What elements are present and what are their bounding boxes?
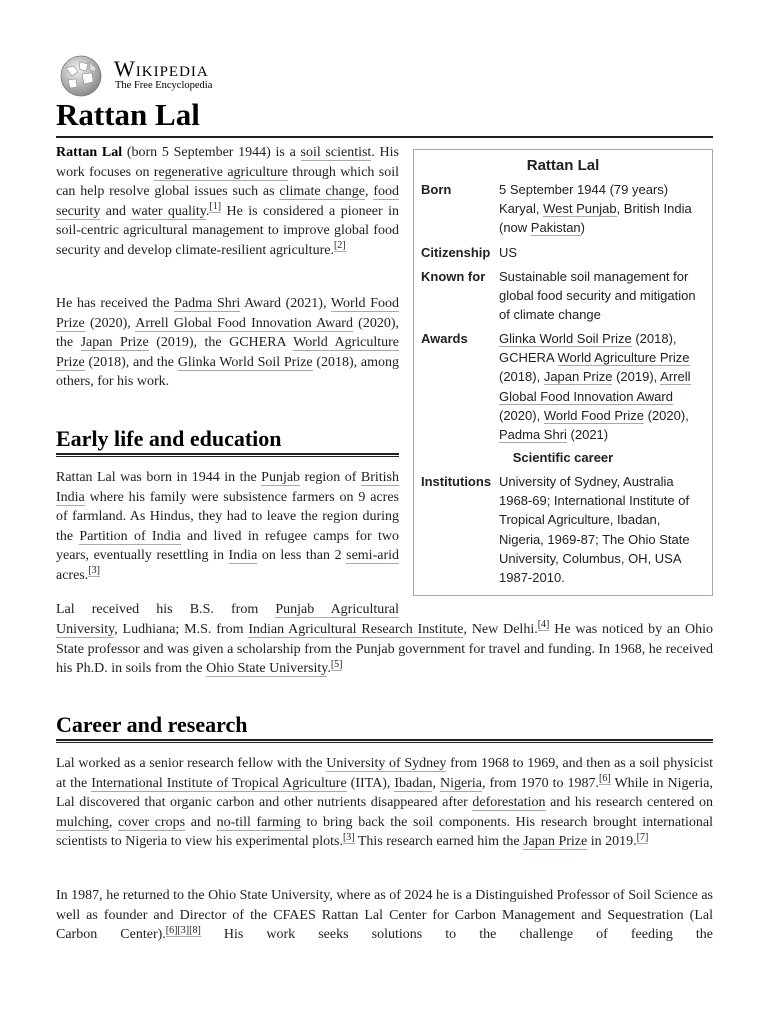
link-pakistan[interactable]: Pakistan xyxy=(530,220,581,236)
reference-link[interactable]: [2] xyxy=(333,240,346,252)
intro-paragraph-1: Rattan Lal (born 5 September 1944) is a soil scientist. His work focuses on regenerative agriculture through which soil can help resolve global issues such as climate change, food security and water quality.[1] He is considered a pioneer in soil-centric agricultural management to improve global food security and develop climate-resilient agriculture.[2] xyxy=(56,145,400,258)
infobox xyxy=(413,149,713,596)
infobox-label-born: Born xyxy=(421,182,452,197)
career-paragraph-1: Lal worked as a senior research fellow with the University of Sydney from 1968 to 1969, and then as a soil physicist at the International Institute of Tropical Agriculture (IITA), Ibadan, Nigeria, from 1970 to 1987.[6] While in Nigeria, Lal discovered that organic carbon and other nutrients disappeared after deforestation and his research centered on mulching, cover crops and no-till farming to bring back the soil components. His research brought international scientists to Nigeria to view his experimental plots.[3] This research earned him the Japan Prize in 2019.[7] xyxy=(56,756,714,850)
reference-link[interactable]: [7] xyxy=(636,831,649,843)
title-divider xyxy=(56,136,713,138)
early-life-paragraph-2-cont: University, Ludhiana; M.S. from Indian Agricultural Research Institute, New Delhi.[4] He was noticed by an Ohio State professor and was given a scholarship from the Punjab government for travel and funding. In 1968, he received his Ph.D. in soils from the Ohio State University.[5] xyxy=(56,619,713,677)
infobox-value-citizenship: US xyxy=(499,245,518,260)
reference-link[interactable]: [3] xyxy=(342,831,355,843)
link-deforestation[interactable]: deforestation xyxy=(472,795,546,811)
reference-link[interactable]: [3] xyxy=(177,924,190,936)
link-ibadan[interactable]: Ibadan xyxy=(394,775,433,791)
reference-link[interactable]: [5] xyxy=(330,658,343,670)
link-punjab-agricultural-university-cont[interactable]: University xyxy=(56,622,115,637)
link-world-agriculture-prize[interactable]: World Agriculture Prize xyxy=(557,350,690,366)
link-university-of-sydney[interactable]: University of Sydney xyxy=(326,756,447,771)
link-cover-crops[interactable]: cover crops xyxy=(118,814,186,830)
early-life-paragraph-2: Lal received his B.S. from Punjab Agricultural xyxy=(56,602,399,617)
link-japan-prize[interactable]: Japan Prize xyxy=(523,834,588,850)
reference-link[interactable]: [6] xyxy=(165,924,178,936)
reference-link[interactable]: [3] xyxy=(88,565,100,577)
link-japan-prize[interactable]: Japan Prize xyxy=(80,335,149,351)
wikipedia-logo[interactable] xyxy=(56,54,276,98)
infobox-value-institutions: University of Sydney, Australia 1968-69; International Institute of Tropical Agriculture, Ibadan, Nigeria, 1969-87; The Ohio State University, Columbus, OH, USA 1987-2010. xyxy=(499,474,690,586)
reference-link[interactable]: [6] xyxy=(599,772,611,784)
link-partition-of-india[interactable]: Partition of India xyxy=(79,528,181,544)
link-world-agriculture-prize[interactable]: World Agriculture Prize xyxy=(56,335,399,370)
link-food-security[interactable]: food security xyxy=(56,184,400,219)
link-semi-arid[interactable]: semi-arid xyxy=(346,548,399,564)
infobox-label-awards: Awards xyxy=(421,331,468,346)
link-padma-shri[interactable]: Padma Shri xyxy=(499,427,567,443)
wikipedia-globe-icon xyxy=(56,54,106,98)
link-india[interactable]: India xyxy=(228,548,258,564)
page-title: Rattan Lal xyxy=(56,97,200,132)
link-mulching[interactable]: mulching xyxy=(56,814,109,830)
link-nigeria[interactable]: Nigeria xyxy=(439,775,482,791)
link-regenerative-agriculture[interactable]: regenerative agriculture xyxy=(153,164,288,180)
infobox-value-born: 5 September 1944 (79 years) Karyal, West Punjab, British India (now Pakistan) xyxy=(499,182,692,236)
wikipedia-tagline: The Free Encyclopedia xyxy=(115,80,213,91)
section-heading-early-life: Early life and education xyxy=(56,426,282,451)
infobox-subheading-scientific-career: Scientific career xyxy=(512,450,614,465)
infobox-value-known-for: Sustainable soil management for global food security and mitigation of climate change xyxy=(499,269,696,323)
section-divider xyxy=(56,739,713,743)
link-water-quality[interactable]: water quality xyxy=(131,203,206,219)
intro-paragraph-2: He has received the Padma Shri Award (2021), World Food Prize (2020), Arrell Global Food Innovation Award (2020), the Japan Prize (2019), the GCHERA World Agriculture Prize (2018), and the Glinka World Soil Prize (2018), among others, for his work. xyxy=(56,296,399,390)
wikipedia-wordmark: Wikipedia xyxy=(114,56,209,81)
link-glinka-prize[interactable]: Glinka World Soil Prize xyxy=(177,354,313,370)
link-world-food-prize[interactable]: World Food Prize xyxy=(543,407,644,423)
link-climate-change[interactable]: climate change xyxy=(279,184,366,200)
infobox-label-citizenship: Citizenship xyxy=(421,245,491,260)
link-arrell-award[interactable]: Arrell Global Food Innovation Award xyxy=(499,369,691,404)
link-world-food-prize[interactable]: World Food Prize xyxy=(56,296,399,331)
infobox-label-institutions: Institutions xyxy=(421,474,492,489)
link-ohio-state-university[interactable]: Ohio State University xyxy=(206,661,328,677)
career-paragraph-2: In 1987, he returned to the Ohio State University, where as of 2024 he is a Distinguished Professor of Soil Science as well as founder and Director of the CFAES Rattan Lal Center for Carbon Management and Sequestration (Lal Carbon Center).[6][3][8] His work seeks solutions to the challenge of feeding the xyxy=(56,888,714,943)
reference-link[interactable]: [4] xyxy=(537,619,550,631)
link-british-india[interactable]: British India xyxy=(56,470,399,505)
link-padma-shri[interactable]: Padma Shri xyxy=(174,296,241,311)
section-heading-career: Career and research xyxy=(56,712,248,737)
section-divider xyxy=(56,453,399,457)
link-glinka-prize[interactable]: Glinka World Soil Prize xyxy=(499,331,632,346)
link-arrell-award[interactable]: Arrell Global Food Innovation Award xyxy=(135,315,353,331)
link-punjab[interactable]: Punjab xyxy=(261,470,301,485)
link-japan-prize[interactable]: Japan Prize xyxy=(543,369,613,385)
infobox-label-known-for: Known for xyxy=(421,269,486,284)
link-no-till-farming[interactable]: no-till farming xyxy=(216,814,301,830)
link-soil-scientist[interactable]: soil scientist xyxy=(300,145,372,160)
infobox-value-awards: Glinka World Soil Prize (2018), GCHERA World Agriculture Prize (2018), Japan Prize (2019), Arrell Global Food Innovation Award (2020), World Food Prize (2020), Padma Shri (2021) xyxy=(499,331,691,443)
reference-link[interactable]: [8] xyxy=(189,924,201,936)
reference-link[interactable]: [1] xyxy=(209,201,222,213)
link-iari[interactable]: Indian Agricultural Research Institute xyxy=(248,622,464,637)
early-life-paragraph-1: Rattan Lal was born in 1944 in the Punjab region of British India where his family were subsistence farmers on 9 acres of farmland. As Hindus, they had to leave the region during the Partition of India and lived in refugee camps for two years, eventually resettling in India on less than 2 semi-arid acres.[3] xyxy=(56,470,399,583)
link-iita[interactable]: International Institute of Tropical Agriculture xyxy=(91,775,347,791)
infobox-title: Rattan Lal xyxy=(526,157,600,174)
link-punjab-agricultural-university[interactable]: Punjab Agricultural xyxy=(275,602,399,617)
link-west-punjab[interactable]: West Punjab xyxy=(543,201,617,217)
